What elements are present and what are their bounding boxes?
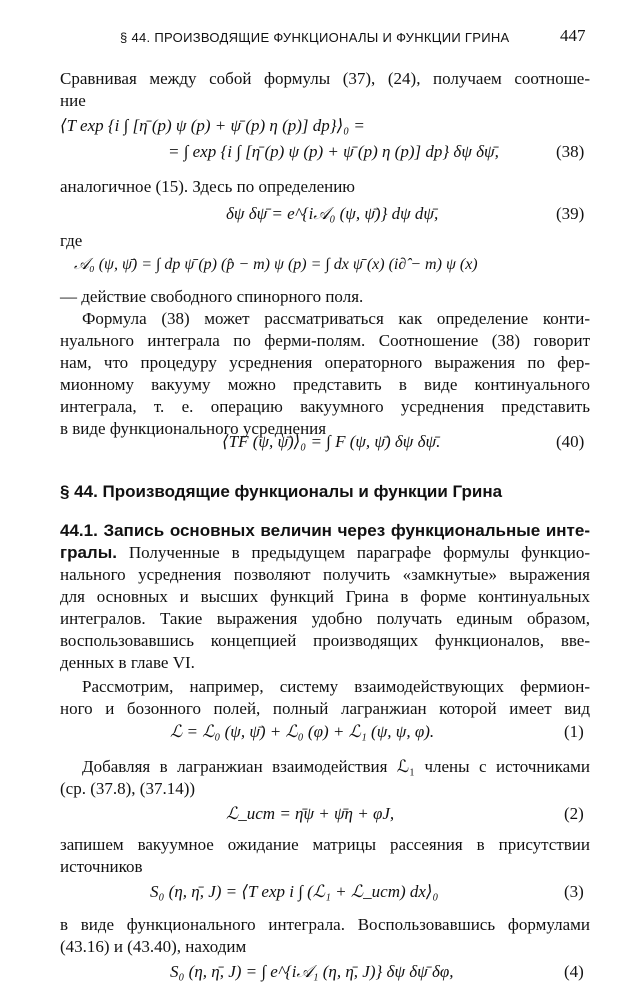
paragraph-continual-integral <box>60 286 590 440</box>
text-line: денных в главе VI. <box>60 653 195 672</box>
text-line: интеграла, т. е. операцию вакуумного усреднения представить <box>60 397 590 416</box>
text-line: (ср. (37.8), (37.14)) <box>60 779 196 798</box>
running-title: § 44. ПРОИЗВОДЯЩИЕ ФУНКЦИОНАЛЫ И ФУНКЦИИ ГРИНА <box>120 30 510 45</box>
equation-4: S₀ (η, η̄, J) = ∫ e^{i𝒜₁ (η, η̄, J)} δψ δψ̄ δφ, <box>170 962 454 981</box>
page-number: 447 <box>560 26 586 45</box>
equation-3: S₀ (η, η̄, J) = ⟨T exp i ∫ (ℒ₁ + ℒ_ист) dx⟩₀ <box>150 882 439 901</box>
subsection-heading: 44.1. Запись основных величин через функциональные инте- <box>60 521 590 540</box>
equation-38-line1: ⟨T exp {i ∫ [η̄ (p) ψ (p) + ψ̄ (p) η (p)] dp}⟩₀ = <box>60 116 365 135</box>
paragraph-functional-integral <box>60 914 590 958</box>
equation-number-40: (40) <box>556 432 585 451</box>
running-header <box>0 26 624 50</box>
text-line: интегралов. Такие выражения удобно получать единым образом, <box>60 609 590 628</box>
text-line: нуального интеграла по ферми-полям. Соотношение (38) говорит <box>60 331 590 350</box>
equation-free-action: 𝒜₀ (ψ, ψ̄) = ∫ dp ψ̄ (p) (p̂ − m) ψ (p) = ∫ dx ψ̄ (x) (i∂̂ − m) ψ (x) <box>74 256 478 273</box>
text-line: нального усреднения позволяют получить «замкнутые» выражения <box>60 565 590 584</box>
subsection-heading-cont: гралы. <box>60 543 117 562</box>
equation-number-2: (2) <box>564 804 584 823</box>
text-line: Рассмотрим, например, систему взаимодействующих фермион- <box>82 677 590 696</box>
paragraph-definition <box>60 176 590 198</box>
paragraph-consider <box>60 676 590 720</box>
text-line: где <box>60 231 83 250</box>
text-line: ного и бозонного полей, полный лагранжиан которой имеет вид <box>60 699 590 718</box>
text-line: ние <box>60 91 86 110</box>
paragraph-adding-sources <box>60 756 590 800</box>
paragraph-intro <box>60 68 590 112</box>
text-line: в виде функционального интеграла. Воспользовавшись формулами <box>60 915 590 934</box>
equation-40: ⟨TF (ψ, ψ̄)⟩₀ = ∫ F (ψ, ψ̄) δψ δψ̄. <box>222 432 441 451</box>
text-line: Полученные в предыдущем параграфе формулы функцио- <box>116 543 590 562</box>
equation-1: ℒ = ℒ₀ (ψ, ψ̄) + ℒ₀ (φ) + ℒ₁ (ψ, ψ, φ). <box>170 722 435 741</box>
equation-2: ℒ_ист = η̄ψ + ψ̄η + φJ, <box>226 804 395 823</box>
text-line: мионному вакууму можно представить в виде континуального <box>60 375 590 394</box>
paragraph-vacuum-expectation <box>60 834 590 878</box>
text-line: воспользовавшись концепцией производящих функционалов, вве- <box>60 631 590 650</box>
text-line: аналогичное (15). Здесь по определению <box>60 177 356 196</box>
text-line: источников <box>60 857 143 876</box>
text-line: Сравнивая между собой формулы (37), (24), получаем соотноше- <box>60 69 590 88</box>
paragraph-subsection-44-1 <box>60 520 590 674</box>
equation-number-39: (39) <box>556 204 585 223</box>
text-line: Формула (38) может рассматриваться как определение конти- <box>82 309 590 328</box>
text-line: в виде функционального усреднения <box>60 419 327 438</box>
text-line: — действие свободного спинорного поля. <box>60 287 364 306</box>
text-line: для основных и высших функций Грина в форме континуальных <box>60 587 590 606</box>
equation-38-line2: = ∫ exp {i ∫ [η̄ (p) ψ (p) + ψ̄ (p) η (p)] dp} δψ δψ̄, <box>168 142 499 161</box>
equation-number-3: (3) <box>564 882 584 901</box>
text-line: запишем вакуумное ожидание матрицы рассеяния в присутствии <box>60 835 590 854</box>
equation-number-4: (4) <box>564 962 584 981</box>
text-line: (43.16) и (43.40), находим <box>60 937 247 956</box>
equation-39: δψ δψ̄ = e^{i𝒜₀ (ψ, ψ̄)} dψ dψ̄, <box>226 204 439 223</box>
text-line: нам, что процедуру усреднения операторного выражения по фер- <box>60 353 590 372</box>
text-line: Добавляя в лагранжиан взаимодействия ℒ₁ члены с источниками <box>82 757 590 776</box>
equation-number-1: (1) <box>564 722 584 741</box>
section-heading: § 44. Производящие функционалы и функции Грина <box>60 482 503 501</box>
equation-number-38: (38) <box>556 142 585 161</box>
paragraph-where <box>60 230 590 252</box>
